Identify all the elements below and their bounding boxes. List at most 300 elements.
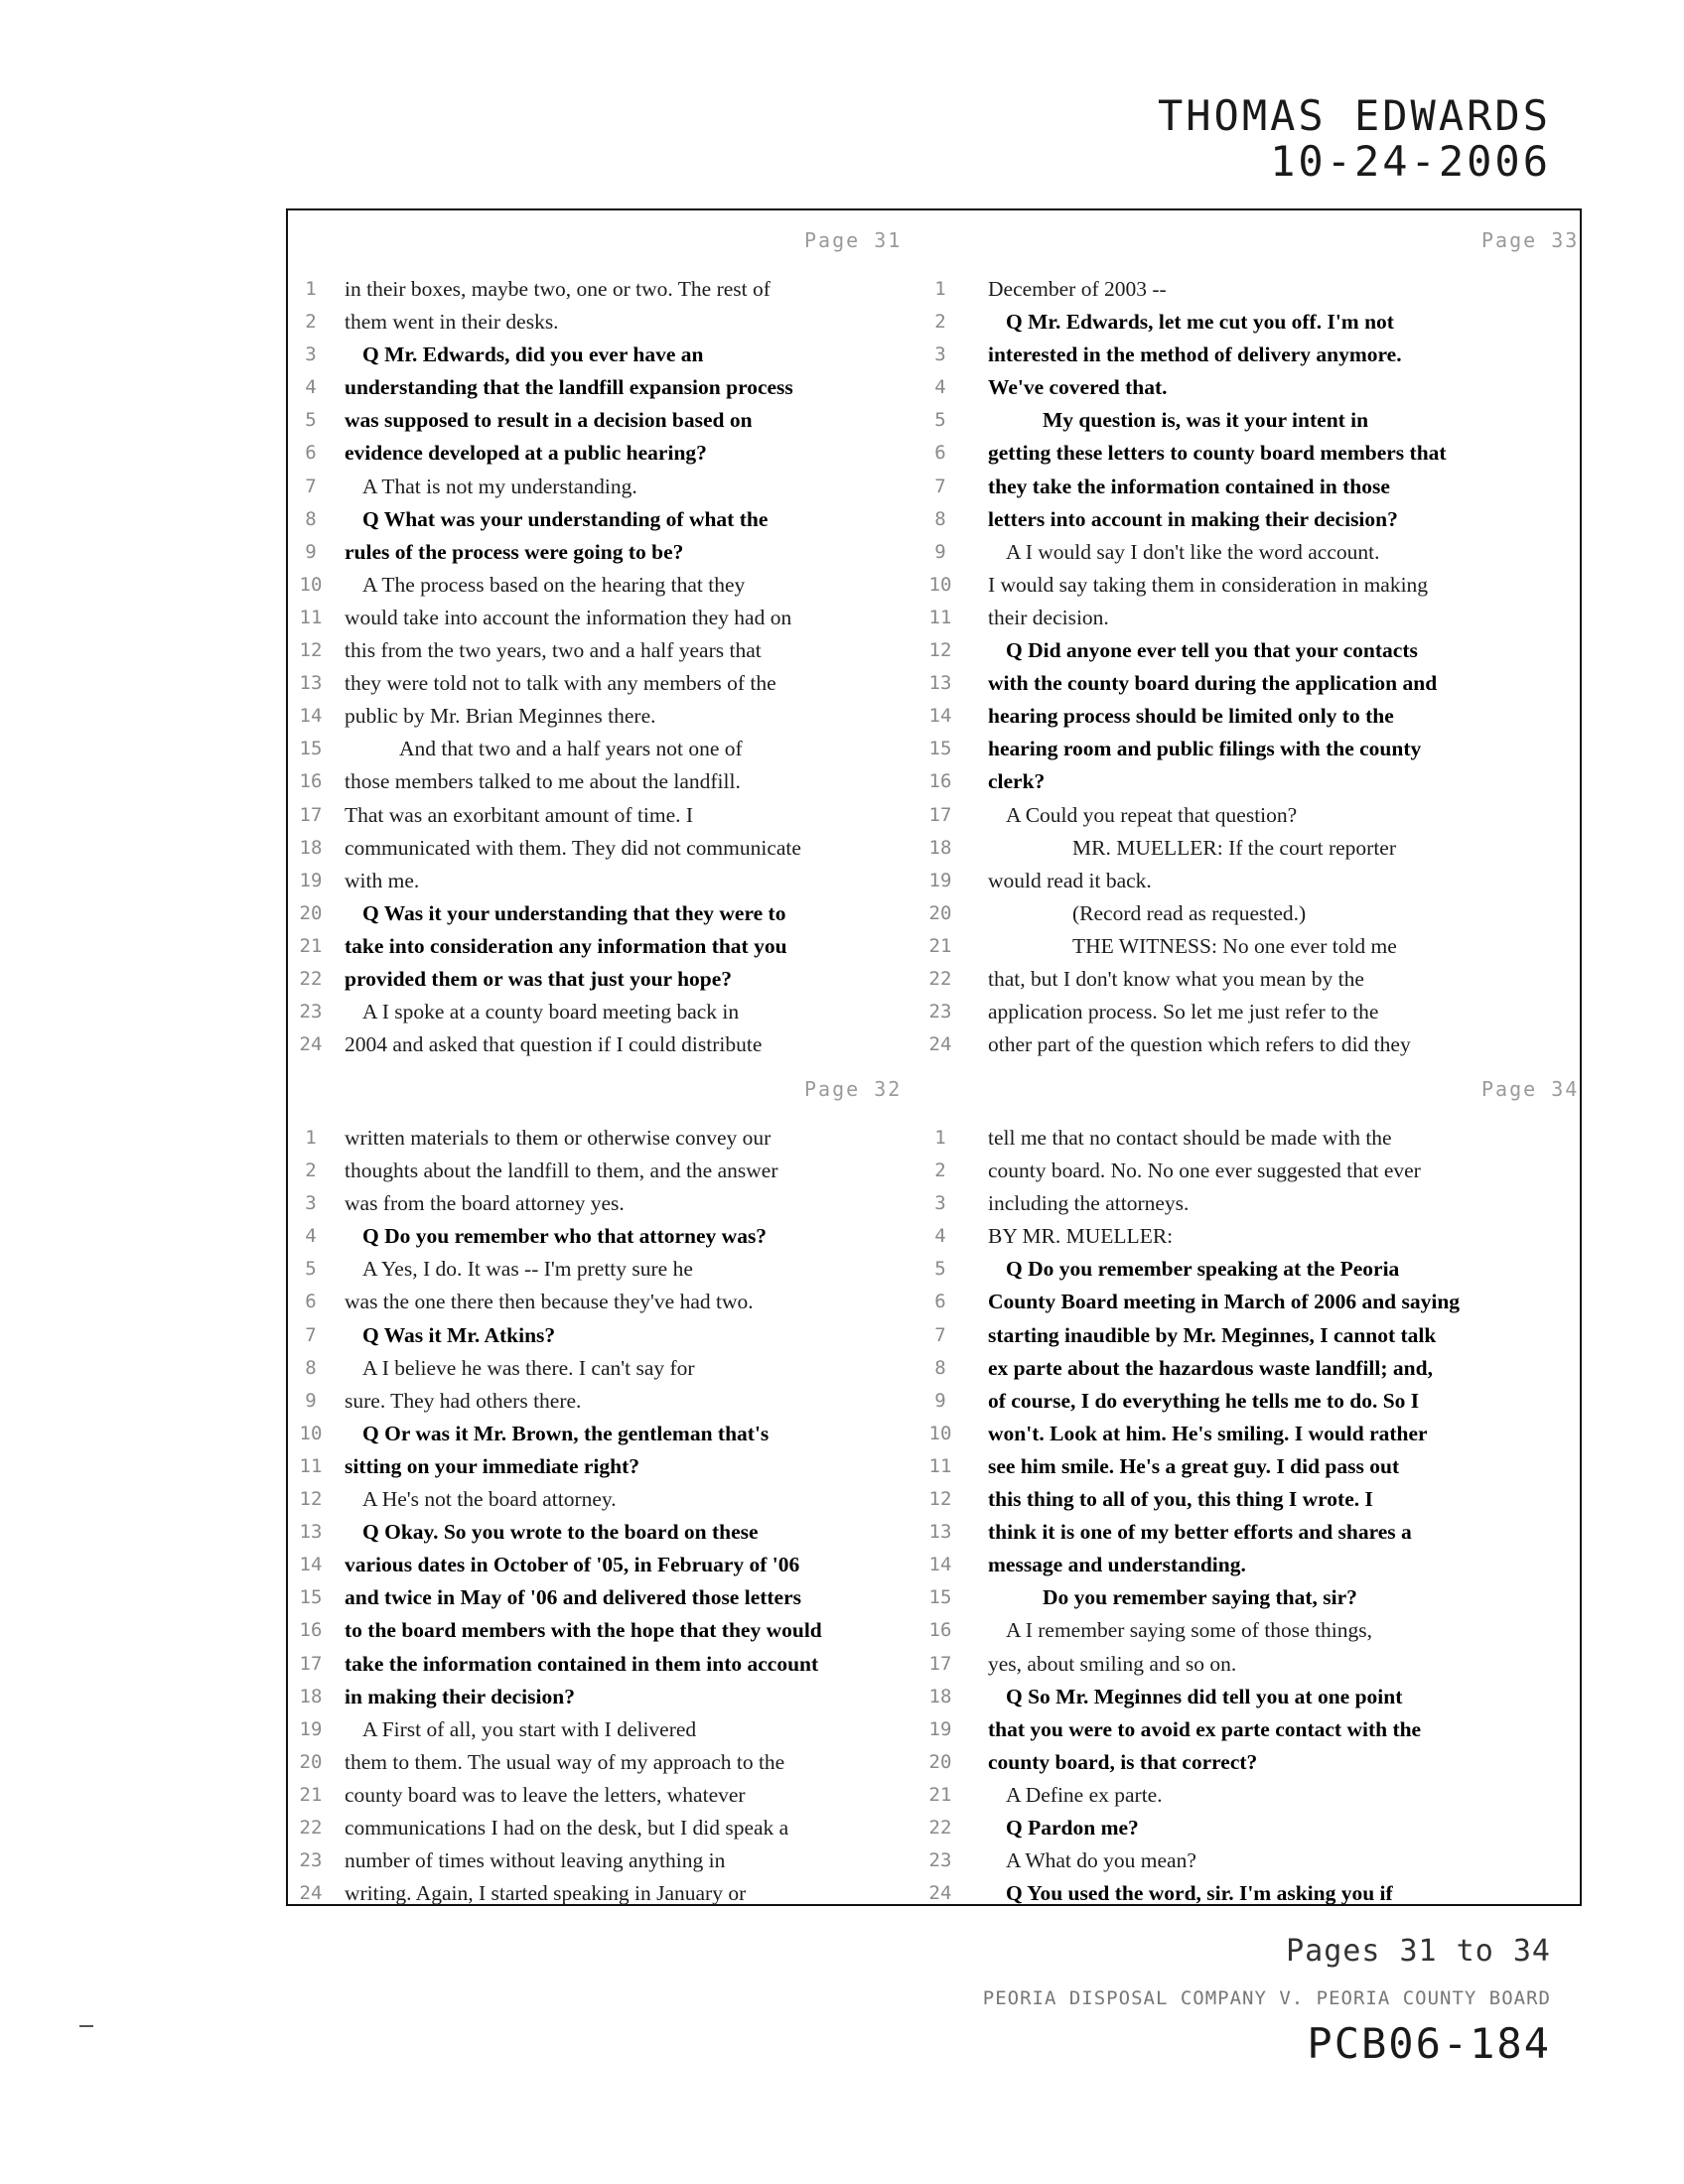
line-text: various dates in October of '05, in February of '06 <box>345 1553 800 1577</box>
line-text: And that two and a half years not one of <box>399 737 743 761</box>
transcript-line <box>288 700 935 733</box>
line-text: with me. <box>345 868 420 892</box>
transcript-line <box>288 1549 935 1581</box>
transcript-line <box>935 1253 1583 1286</box>
transcript-line <box>935 1155 1583 1187</box>
line-text: We've covered that. <box>988 375 1168 400</box>
transcript-line <box>288 1155 935 1187</box>
page-label: Page 31 <box>804 228 903 252</box>
line-number: 12 <box>928 1488 952 1511</box>
transcript-line <box>288 1844 935 1877</box>
line-number: 24 <box>299 1882 323 1905</box>
line-number: 11 <box>299 606 323 628</box>
line-number: 10 <box>299 1422 323 1444</box>
line-number: 12 <box>299 1488 323 1511</box>
line-number: 14 <box>299 1554 323 1576</box>
line-text: A I would say I don't like the word account. <box>1006 539 1380 564</box>
line-number: 23 <box>928 1849 952 1872</box>
transcript-line <box>928 1516 1583 1549</box>
line-number: 2 <box>305 1160 317 1182</box>
transcript-line <box>935 1187 1583 1220</box>
line-number: 7 <box>305 1323 317 1346</box>
transcript-line <box>928 832 1583 865</box>
line-number: 5 <box>305 1258 317 1281</box>
line-list <box>928 1122 1583 1910</box>
line-text: that you were to avoid ex parte contact with the <box>988 1716 1422 1741</box>
line-number: 11 <box>299 1454 323 1477</box>
transcript-line <box>288 897 935 930</box>
line-text: message and understanding. <box>988 1553 1246 1577</box>
line-number: 15 <box>299 1586 323 1609</box>
line-text: A Could you repeat that question? <box>1006 802 1298 827</box>
transcript-line <box>288 1028 935 1061</box>
line-text: written materials to them or otherwise convey our <box>345 1126 772 1150</box>
line-text: thoughts about the landfill to them, and the answer <box>345 1159 778 1183</box>
transcript-line <box>935 306 1583 339</box>
line-text: Q Do you remember speaking at the Peoria <box>1006 1257 1400 1282</box>
deposition-date: 10-24-2006 <box>1270 137 1551 186</box>
transcript-line <box>288 602 935 634</box>
transcript-line <box>288 1220 935 1253</box>
line-text: Q So Mr. Meginnes did tell you at one point <box>1006 1684 1403 1708</box>
line-text: application process. So let me just refer to the <box>988 1000 1379 1024</box>
line-text: A I remember saying some of those things, <box>1006 1618 1373 1643</box>
transcript-line <box>288 1681 935 1713</box>
transcript-line <box>288 1418 935 1450</box>
line-text: Q Mr. Edwards, did you ever have an <box>362 342 704 367</box>
line-text: would take into account the information they had on <box>345 605 792 629</box>
transcript-line <box>935 471 1583 503</box>
transcript-line <box>288 273 935 306</box>
line-text: That was an exorbitant amount of time. I <box>345 802 694 827</box>
line-number: 12 <box>928 639 952 662</box>
transcript-line <box>288 536 935 569</box>
line-text: starting inaudible by Mr. Meginnes, I cannot talk <box>988 1322 1437 1347</box>
transcript-line <box>928 700 1583 733</box>
transcript-line <box>935 503 1583 536</box>
line-text: of course, I do everything he tells me to do. So I <box>988 1388 1420 1413</box>
line-number: 19 <box>299 1717 323 1740</box>
line-text: Q Mr. Edwards, let me cut you off. I'm not <box>1006 310 1394 335</box>
line-number: 19 <box>928 869 952 891</box>
line-number: 22 <box>299 1816 323 1839</box>
transcript-line <box>928 1450 1583 1483</box>
line-text: A I believe he was there. I can't say for <box>362 1355 695 1380</box>
line-text: county board was to leave the letters, whatever <box>345 1782 746 1807</box>
line-text: A Yes, I do. It was -- I'm pretty sure he <box>362 1257 693 1282</box>
line-text: was the one there then because they've had two. <box>345 1290 754 1314</box>
line-number: 17 <box>299 1652 323 1675</box>
transcript-line <box>288 1319 935 1352</box>
line-text: Q Was it Mr. Atkins? <box>362 1322 556 1347</box>
line-text: take the information contained in them into account <box>345 1651 819 1676</box>
line-number: 9 <box>305 540 317 563</box>
line-text: THE WITNESS: No one ever told me <box>1072 933 1397 958</box>
line-number: 1 <box>305 278 317 300</box>
line-text: Q You used the word, sir. I'm asking you if <box>1006 1881 1393 1906</box>
line-number: 17 <box>928 803 952 826</box>
page-label: Page 32 <box>804 1077 903 1101</box>
line-text: understanding that the landfill expansion process <box>345 375 793 400</box>
transcript-line <box>928 1418 1583 1450</box>
line-number: 18 <box>928 1685 952 1707</box>
line-number: 5 <box>934 1258 946 1281</box>
line-number: 1 <box>934 1127 946 1149</box>
line-text: Do you remember saying that, sir? <box>1043 1585 1357 1610</box>
line-number: 22 <box>928 1816 952 1839</box>
line-text: A First of all, you start with I delivered <box>362 1716 697 1741</box>
line-text: hearing room and public filings with the county <box>988 737 1422 761</box>
transcript-line <box>935 437 1583 470</box>
line-text: evidence developed at a public hearing? <box>345 441 707 466</box>
transcript-line <box>288 371 935 404</box>
line-number: 21 <box>928 1783 952 1806</box>
line-number: 14 <box>299 705 323 728</box>
line-number: 3 <box>305 1192 317 1215</box>
line-list <box>288 273 935 1061</box>
line-number: 23 <box>299 1849 323 1872</box>
line-number: 10 <box>299 573 323 596</box>
line-text: with the county board during the application and <box>988 671 1438 696</box>
line-text: sitting on your immediate right? <box>345 1453 640 1478</box>
line-text: in making their decision? <box>345 1684 575 1708</box>
transcript-line <box>928 1028 1583 1061</box>
line-number: 2 <box>305 311 317 334</box>
line-number: 22 <box>928 967 952 990</box>
line-text: 2004 and asked that question if I could distribute <box>345 1032 763 1057</box>
transcript-line <box>288 634 935 667</box>
line-number: 8 <box>934 1356 946 1379</box>
line-text: Q What was your understanding of what the <box>362 506 769 531</box>
line-text: getting these letters to county board members that <box>988 441 1447 466</box>
line-number: 7 <box>934 1323 946 1346</box>
line-number: 5 <box>934 409 946 432</box>
transcript-line <box>935 1122 1583 1155</box>
line-number: 3 <box>934 343 946 366</box>
line-number: 5 <box>305 409 317 432</box>
transcript-line <box>288 437 935 470</box>
line-number: 9 <box>305 1389 317 1412</box>
transcript-line <box>928 865 1583 897</box>
line-number: 9 <box>934 1389 946 1412</box>
transcript-line <box>928 897 1583 930</box>
transcript-line <box>288 1812 935 1844</box>
transcript-line <box>288 1648 935 1681</box>
line-number: 20 <box>299 901 323 924</box>
line-number: 16 <box>928 770 952 793</box>
line-text: number of times without leaving anything in <box>345 1848 726 1873</box>
line-number: 1 <box>934 278 946 300</box>
transcript-line <box>288 1779 935 1812</box>
line-text: those members talked to me about the landfill. <box>345 769 741 794</box>
line-text: A Define ex parte. <box>1006 1782 1163 1807</box>
page-label: Page 34 <box>1481 1077 1580 1101</box>
line-text: they were told not to talk with any members of the <box>345 671 776 696</box>
line-number: 20 <box>928 1750 952 1773</box>
line-number: 4 <box>305 1225 317 1248</box>
line-number: 19 <box>928 1717 952 1740</box>
line-text: them to them. The usual way of my approach to the <box>345 1749 785 1774</box>
line-text: Q Or was it Mr. Brown, the gentleman that's <box>362 1421 770 1445</box>
transcript-line <box>928 1581 1583 1614</box>
line-number: 17 <box>928 1652 952 1675</box>
line-text: see him smile. He's a great guy. I did pass out <box>988 1453 1400 1478</box>
transcript-line <box>928 1681 1583 1713</box>
line-number: 2 <box>934 1160 946 1182</box>
line-number: 8 <box>934 507 946 530</box>
transcript-line <box>928 733 1583 765</box>
transcript-line <box>935 536 1583 569</box>
line-text: county board. No. No one ever suggested that ever <box>988 1159 1421 1183</box>
transcript-line <box>928 765 1583 798</box>
line-text: including the attorneys. <box>988 1191 1190 1216</box>
line-number: 1 <box>305 1127 317 1149</box>
transcript-line <box>935 1352 1583 1385</box>
line-text: Q Pardon me? <box>1006 1815 1139 1840</box>
transcript-page-32 <box>288 1059 935 1908</box>
transcript-line <box>288 1516 935 1549</box>
line-number: 4 <box>305 376 317 399</box>
line-number: 14 <box>928 705 952 728</box>
transcript-line <box>288 765 935 798</box>
line-text: this thing to all of you, this thing I wrote. I <box>988 1487 1373 1512</box>
transcript-line <box>935 1286 1583 1318</box>
transcript-line <box>928 1746 1583 1779</box>
transcript-line <box>288 996 935 1028</box>
transcript-line <box>288 1187 935 1220</box>
transcript-line <box>288 1385 935 1418</box>
line-text: sure. They had others there. <box>345 1388 582 1413</box>
line-number: 11 <box>928 1454 952 1477</box>
line-text: BY MR. MUELLER: <box>988 1224 1174 1249</box>
transcript-page-33 <box>928 210 1583 1059</box>
transcript-line <box>288 865 935 897</box>
transcript-line <box>928 1812 1583 1844</box>
line-text: take into consideration any information that you <box>345 933 787 958</box>
line-number: 16 <box>299 1619 323 1642</box>
transcript-line <box>928 1779 1583 1812</box>
line-text: My question is, was it your intent in <box>1043 408 1369 433</box>
line-number: 2 <box>934 311 946 334</box>
line-number: 22 <box>299 967 323 990</box>
line-number: 4 <box>934 1225 946 1248</box>
deponent-name: THOMAS EDWARDS <box>1157 91 1551 140</box>
transcript-line <box>288 569 935 602</box>
line-text: December of 2003 -- <box>988 277 1167 301</box>
line-number: 13 <box>928 1521 952 1544</box>
line-number: 21 <box>299 934 323 957</box>
transcript-line <box>288 930 935 963</box>
transcript-line <box>928 799 1583 832</box>
transcript-line <box>935 339 1583 371</box>
transcript-line <box>288 404 935 437</box>
line-number: 4 <box>934 376 946 399</box>
line-text: MR. MUELLER: If the court reporter <box>1072 835 1396 860</box>
transcript-line <box>928 1549 1583 1581</box>
line-number: 24 <box>299 1033 323 1056</box>
line-number: 24 <box>928 1882 952 1905</box>
transcript-line <box>928 1648 1583 1681</box>
transcript-line <box>928 963 1583 996</box>
transcript-line <box>288 471 935 503</box>
line-text: writing. Again, I started speaking in January or <box>345 1881 747 1906</box>
transcript-line <box>288 1614 935 1647</box>
transcript-page-31 <box>288 210 935 1059</box>
line-number: 3 <box>934 1192 946 1215</box>
line-text: rules of the process were going to be? <box>345 539 684 564</box>
transcript-line <box>928 1483 1583 1516</box>
line-text: was from the board attorney yes. <box>345 1191 625 1216</box>
line-text: tell me that no contact should be made with the <box>988 1126 1392 1150</box>
line-number: 6 <box>305 442 317 465</box>
transcript-line <box>935 1220 1583 1253</box>
line-number: 21 <box>299 1783 323 1806</box>
line-text: would read it back. <box>988 868 1152 892</box>
line-number: 15 <box>299 738 323 760</box>
transcript-line <box>288 1581 935 1614</box>
line-number: 3 <box>305 343 317 366</box>
line-list <box>288 1122 935 1910</box>
line-number: 6 <box>934 442 946 465</box>
line-number: 23 <box>928 1001 952 1024</box>
transcript-line <box>928 996 1583 1028</box>
line-number: 20 <box>299 1750 323 1773</box>
line-text: A That is not my understanding. <box>362 474 637 498</box>
line-text: ex parte about the hazardous waste landfill; and, <box>988 1355 1433 1380</box>
line-text: interested in the method of delivery anymore. <box>988 342 1402 367</box>
line-text: Q Did anyone ever tell you that your contacts <box>1006 638 1418 663</box>
transcript-line <box>935 1385 1583 1418</box>
line-number: 10 <box>928 1422 952 1444</box>
transcript-line <box>288 1352 935 1385</box>
transcript-line <box>288 1450 935 1483</box>
transcript-line <box>288 1253 935 1286</box>
line-number: 16 <box>299 770 323 793</box>
transcript-line <box>288 1746 935 1779</box>
line-number: 16 <box>928 1619 952 1642</box>
line-text: communicated with them. They did not communicate <box>345 835 801 860</box>
transcript-page-34 <box>928 1059 1583 1908</box>
transcript-line <box>288 1483 935 1516</box>
transcript-line <box>935 371 1583 404</box>
line-text: to the board members with the hope that they would <box>345 1618 822 1643</box>
line-number: 15 <box>928 1586 952 1609</box>
transcript-line <box>288 799 935 832</box>
line-number: 19 <box>299 869 323 891</box>
line-number: 7 <box>305 475 317 497</box>
line-number: 10 <box>928 573 952 596</box>
case-caption: PEORIA DISPOSAL COMPANY V. PEORIA COUNTY BOARD <box>982 1987 1551 2009</box>
line-text: county board, is that correct? <box>988 1749 1258 1774</box>
transcript-line <box>928 930 1583 963</box>
line-number: 13 <box>299 672 323 695</box>
case-number: PCB06-184 <box>1307 2019 1551 2068</box>
line-text: Q Okay. So you wrote to the board on these <box>362 1520 759 1545</box>
line-number: 18 <box>299 1685 323 1707</box>
line-text: and twice in May of '06 and delivered those letters <box>345 1585 802 1610</box>
transcript-line <box>288 1877 935 1910</box>
line-text: A He's not the board attorney. <box>362 1487 617 1512</box>
line-number: 17 <box>299 803 323 826</box>
line-text: won't. Look at him. He's smiling. I would rather <box>988 1421 1428 1445</box>
line-text: they take the information contained in those <box>988 474 1390 498</box>
transcript-line <box>288 339 935 371</box>
transcript-frame <box>286 208 1582 1906</box>
line-number: 6 <box>934 1291 946 1313</box>
line-number: 24 <box>928 1033 952 1056</box>
line-number: 7 <box>934 475 946 497</box>
line-text: that, but I don't know what you mean by the <box>988 966 1364 991</box>
line-text: was supposed to result in a decision based on <box>345 408 753 433</box>
line-text: them went in their desks. <box>345 310 559 335</box>
transcript-line <box>288 963 935 996</box>
transcript-line <box>928 634 1583 667</box>
line-number: 9 <box>934 540 946 563</box>
line-number: 13 <box>299 1521 323 1544</box>
line-text: provided them or was that just your hope? <box>345 966 733 991</box>
line-text: A The process based on the hearing that they <box>362 572 746 597</box>
transcript-line <box>288 1713 935 1746</box>
pages-range: Pages 31 to 34 <box>1286 1934 1551 1969</box>
transcript-line <box>928 1844 1583 1877</box>
transcript-line <box>288 667 935 700</box>
line-number: 15 <box>928 738 952 760</box>
transcript-line <box>935 1319 1583 1352</box>
transcript-line <box>935 273 1583 306</box>
transcript-line <box>928 667 1583 700</box>
line-number: 6 <box>305 1291 317 1313</box>
line-number: 23 <box>299 1001 323 1024</box>
line-text: public by Mr. Brian Meginnes there. <box>345 704 656 729</box>
line-number: 21 <box>928 934 952 957</box>
line-text: yes, about smiling and so on. <box>988 1651 1237 1676</box>
line-text: this from the two years, two and a half years that <box>345 638 762 663</box>
line-number: 18 <box>928 836 952 859</box>
line-number: 12 <box>299 639 323 662</box>
line-number: 11 <box>928 606 952 628</box>
transcript-line <box>928 569 1583 602</box>
line-text: (Record read as requested.) <box>1072 900 1307 925</box>
line-list <box>928 273 1583 1061</box>
line-text: letters into account in making their decision? <box>988 506 1398 531</box>
line-text: communications I had on the desk, but I did speak a <box>345 1815 789 1840</box>
line-number: 18 <box>299 836 323 859</box>
transcript-line <box>928 602 1583 634</box>
line-text: clerk? <box>988 769 1046 794</box>
transcript-line <box>928 1614 1583 1647</box>
transcript-line <box>288 503 935 536</box>
line-text: in their boxes, maybe two, one or two. The rest of <box>345 277 771 301</box>
line-text: other part of the question which refers to did they <box>988 1032 1411 1057</box>
line-text: County Board meeting in March of 2006 and saying <box>988 1290 1461 1314</box>
line-number: 8 <box>305 1356 317 1379</box>
line-text: A I spoke at a county board meeting back in <box>362 1000 740 1024</box>
line-text: think it is one of my better efforts and shares a <box>988 1520 1412 1545</box>
line-text: hearing process should be limited only to the <box>988 704 1394 729</box>
line-text: Q Was it your understanding that they were to <box>362 900 786 925</box>
line-text: their decision. <box>988 605 1109 629</box>
margin-mark <box>79 2025 93 2027</box>
transcript-line <box>928 1713 1583 1746</box>
transcript-line <box>288 1122 935 1155</box>
line-number: 13 <box>928 672 952 695</box>
transcript-line <box>935 404 1583 437</box>
line-number: 20 <box>928 901 952 924</box>
transcript-line <box>288 832 935 865</box>
line-number: 8 <box>305 507 317 530</box>
line-text: Q Do you remember who that attorney was? <box>362 1224 768 1249</box>
transcript-line <box>288 306 935 339</box>
